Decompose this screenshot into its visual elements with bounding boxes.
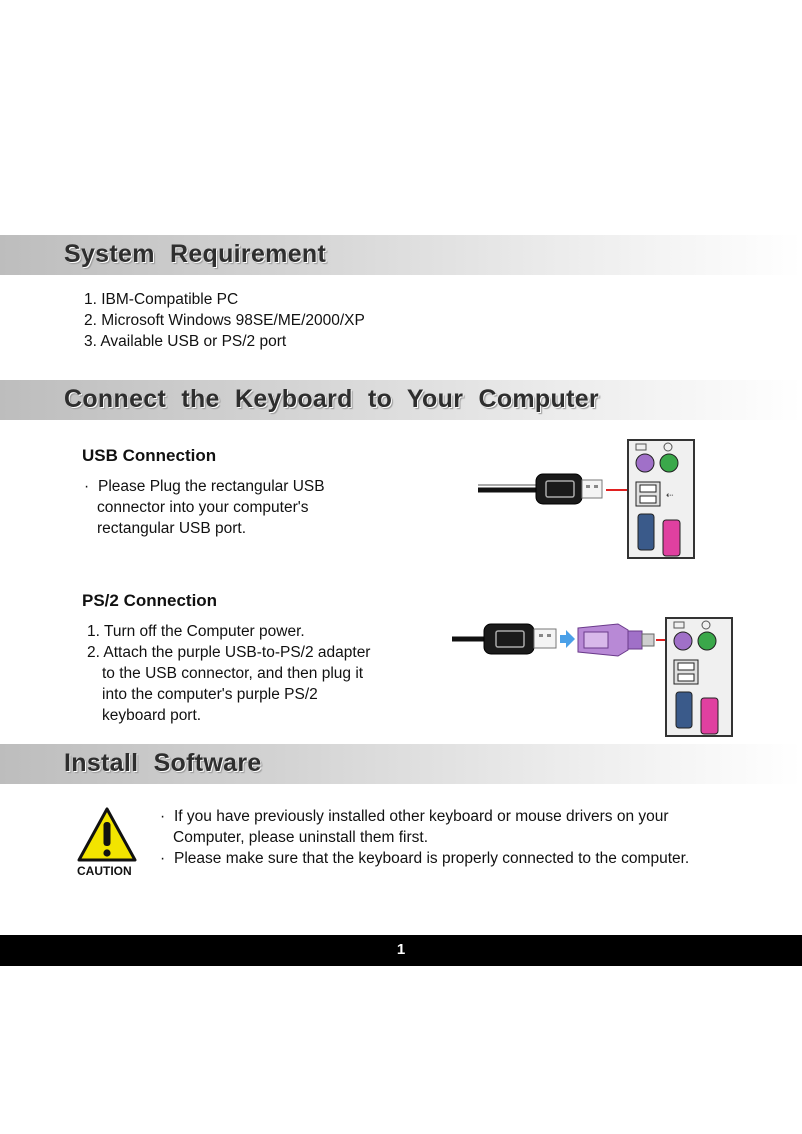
- usb-line: Please Plug the rectangular USB: [98, 478, 325, 495]
- ps2-keyboard-port: [674, 632, 692, 650]
- ps2-connection-heading: PS/2 Connection: [82, 591, 218, 610]
- bullet-dot: ·: [84, 478, 90, 495]
- ps2-step: 2. Attach the purple USB-to-PS/2 adapter: [87, 644, 371, 661]
- usb-connection-text: [84, 476, 325, 539]
- section-title-system: System Requirement: [64, 240, 327, 268]
- ps2-connection-illustration: [448, 616, 738, 740]
- bullet-dot: ·: [160, 850, 166, 867]
- ps2-step-line: into the computer's purple PS/2: [102, 686, 318, 703]
- requirement-item: 3. Available USB or PS/2 port: [84, 333, 287, 350]
- usb-plug-metal: [534, 629, 556, 648]
- parallel-port: [701, 698, 718, 734]
- parallel-port: [663, 520, 680, 556]
- requirement-item: 2. Microsoft Windows 98SE/ME/2000/XP: [84, 312, 365, 329]
- usb-line: rectangular USB port.: [97, 520, 247, 537]
- section-band-system: [0, 235, 802, 275]
- requirement-item: 1. IBM-Compatible PC: [84, 291, 239, 308]
- serial-port: [676, 692, 692, 728]
- svg-text:⇠: ⇠: [666, 490, 674, 500]
- install-note-line: Computer, please uninstall them first.: [173, 829, 429, 846]
- install-note-line: If you have previously installed other keyboard or mouse drivers on your: [174, 808, 669, 825]
- ps2-step: 1. Turn off the Computer power.: [87, 623, 305, 640]
- caution-icon: [76, 806, 138, 866]
- usb-line: connector into your computer's: [97, 499, 309, 516]
- usb-connector-body: [536, 474, 582, 504]
- install-notes: [160, 806, 689, 869]
- install-note-line: Please make sure that the keyboard is properly connected to the computer.: [174, 850, 690, 867]
- ps2-step-line: keyboard port.: [102, 707, 202, 724]
- ps2-mouse-port: [660, 454, 678, 472]
- requirements-list: [84, 289, 365, 352]
- ps2-keyboard-port: [636, 454, 654, 472]
- direction-arrow: [560, 630, 575, 648]
- usb-connection-illustration: [470, 438, 700, 560]
- section-band-install: [0, 744, 802, 784]
- usb-plug-metal: [582, 480, 602, 498]
- page-number: 1: [396, 941, 406, 958]
- ps2-mouse-port: [698, 632, 716, 650]
- section-title-install: Install Software: [64, 749, 262, 777]
- ps2-connection-text: [87, 621, 370, 726]
- section-title-connect: Connect the Keyboard to Your Computer: [64, 385, 599, 413]
- section-band-connect: [0, 380, 802, 420]
- bullet-dot: ·: [160, 808, 166, 825]
- caution-label: CAUTION: [77, 864, 132, 878]
- page-footer: [0, 935, 802, 966]
- serial-port: [638, 514, 654, 550]
- usb-connection-heading: USB Connection: [82, 446, 217, 465]
- ps2-step-line: to the USB connector, and then plug it: [102, 665, 364, 682]
- usb-connector-body: [484, 624, 534, 654]
